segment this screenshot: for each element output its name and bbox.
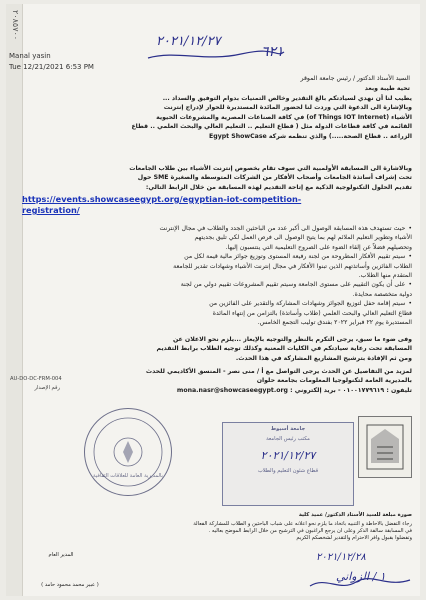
handwritten-signature: [306, 574, 416, 594]
handwritten-date-bottom: ٢٠٢١/١٢/٢٨: [316, 552, 366, 563]
para2-line: تقديم الحلول التكنولوجية الذكية مع إتاحة التقديم لهذه المسابقة من خلال الرابط التالي:: [145, 183, 412, 191]
bullet-line: المستديرة يوم ٢٢ فبراير ٢٠٢٢ بفندق توليب التجمع الخامس.: [257, 319, 412, 327]
stamp-office-line2: مكتب رئيس الجامعة: [266, 436, 310, 442]
handwritten-ref-top: ٦٢١: [261, 44, 284, 60]
para4-line: بالمديرية العامة لتكنولوجيا المعلومات بجامعة حلوان: [256, 377, 412, 385]
bullet-line: الطلاب الفائزين وأساتذتهم الذين تبنوا الأفكار في مجال إنترنت الأشياء وشهادات تقدير للجامعة: [173, 262, 412, 270]
letter-paragraph-2: [20, 164, 412, 192]
para4-line: تليفون : ٠١٠٠١٧٧٩٦١٩ - بريد إلكتروني : mona.nasr@showcaseegypt.org: [176, 386, 412, 394]
copy-body: [46, 521, 412, 542]
handwritten-scribble: [146, 46, 286, 66]
para3-line: ومن ثم الإفادة بترشيح المشاريع المشاركة في هذا الحدث.: [235, 354, 412, 362]
bullet-line: دولية متخصصة محايدة.: [352, 290, 412, 298]
letter-greeting: تحية طيبة وبعد: [364, 85, 410, 92]
registration-link-continued[interactable]: registration/: [22, 205, 80, 215]
email-timestamp: Tue 12/21/2021 6:53 PM: [9, 63, 94, 71]
stamp-date: ٢٠٢١/١٢/٢٧: [260, 449, 316, 462]
bullet-line: الأشياء وتطوير التعليم الملائم لهم بما يتيح الوصول الى فرص العمل لكي تليق بجديتهم: [194, 234, 412, 242]
seal-text: بالمديرية العامة للعلاقات الثقافية: [93, 473, 163, 479]
form-code-label: رقم الإصدار: [34, 385, 60, 391]
para2-line: تحت إشراف أساتذة الجامعات وأصحاب الأفكار من الشركات المتوسطة والصغيرة SME حول: [137, 174, 412, 182]
bullet-line: • سيتم إقامة حفل لتوزيع الجوائز وشهادات المشاركة والتقدير على الفائزين من: [20, 299, 412, 308]
bullet-line: وتحصيلهم فضلاً عن إلقاء الضوء على الصروح التعليمية التي ينتسبون إليها.: [225, 243, 412, 251]
handwritten-date-top: ٢٠٢١/١٢/٢٧: [156, 34, 221, 49]
para3-line: وفى ضوء ما سبق، يرجى التكرم بالنظر والتوجيه بالإيعاز ...يلزم نحو الاعلان عن: [172, 336, 412, 343]
received-stamp: [222, 422, 354, 506]
bullet-line: • حيث تستهدف هذه المسابقة الوصول الى أكبر عدد من الباحثين الجدد والطلاب في مجال الإنترنت: [20, 224, 412, 233]
copy-to-line: صورة مبلغة للسيد الأستاذ الدكتور/ عميد كلية: [298, 512, 412, 518]
letter-paragraph-1: [20, 94, 412, 141]
stamp-sector: قطاع شئون التعليم والطلاب: [257, 468, 319, 474]
copy-body-line: وتفضلوا بقبول وافر الاحترام والتقدير لشخصكم الكريم: [296, 535, 412, 541]
bullet-line: المتقدم منها الطلاب.: [358, 272, 412, 280]
university-emblem-icon: [359, 417, 411, 477]
para1-line: القائمة في كافة قطاعات الدولة مثل ( قطاع التعليم .. التعليم العالي والبحث العلمي .. قطاع: [131, 123, 412, 131]
email-sender: Manal yasin: [9, 52, 51, 60]
para4-line: لمزيد من التفاصيل عن الحدث يرجى التواصل مع أ / منى نصر - المنسق الأكاديمي للحدث: [145, 368, 412, 375]
letter-paragraph-3: [20, 335, 412, 363]
circular-seal: [84, 408, 172, 496]
bullet-line: • على أن يكون التقييم على مستوى الجامعة وسيتم تقييم المشروعات تقييم دولي من لجنة: [20, 280, 412, 289]
strip-number: ٢٠٨٥٧٠٠: [11, 10, 20, 41]
bullet-list: [20, 224, 412, 327]
form-code: AU-DO-DC-FRM-004: [10, 376, 62, 382]
para2-line: وبالاشارة الى المسابقة الأولمبية التي سوف تقام بخصوص إنترنت الأشياء بين طلاب الجامعات: [129, 165, 412, 172]
bullet-line: • سيتم تقييم الأفكار المطروحة من لجنة رفيعة المستوى وتوزيع جوائز مالية قيمة لكل من: [20, 252, 412, 261]
letter-addressee: السيد الأستاذ الدكتور / رئيس جامعة الموقر: [300, 75, 410, 82]
scanned-letter-page: [6, 4, 420, 596]
registration-link[interactable]: https://events.showcaseegypt.org/egyptian-iot-competition-: [22, 194, 302, 204]
letter-paragraph-4: [20, 367, 412, 395]
director-label: المدير العام: [48, 552, 74, 558]
university-logo: [358, 416, 412, 478]
para1-line: يطيب لنا أن نهدي لسيادتكم بالغ التقدير وخالص التمنيات بدوام التوفيق والسداد ...: [162, 95, 412, 102]
para1-line: الزراعة .. قطاع الصحة.....) والذي تنظمه شركة Egypt ShowCase: [209, 132, 412, 140]
para3-line: المسابقة تحت رعاية سيادتكم في الكليات المعنية وكذلك توجيه الطلاب برابط التقديم: [156, 345, 412, 353]
stamp-office: جامعة أسيوط: [270, 426, 306, 432]
copy-body-line: في المسابقة سالفة الذكر وعلى ان يرجع الراغبون في الترشيح من خلال الرابط الموضح بعاليه .: [208, 528, 412, 534]
seal-emblem-icon: [85, 409, 171, 495]
para1-line: وبالإشارة الى الدعوة التي وردت لنا لحضور المائدة المستديرة للحوار لإدراج إنترنت: [163, 104, 412, 112]
handwritten-note-bottom: ١ / الزواني: [336, 570, 386, 583]
copy-body-line: رجاء التفضل بالاحاطة و التنبيه باتخاذ ما يلزم نحو اعلانه على شباب الباحثين و الطلاب للمشاركة الفعالة: [193, 521, 412, 527]
bullet-line: قطاع التعليم العالي والبحث العلمي (طلاب وأساتذة) بالتزامن من إنتهاء المائدة: [212, 309, 412, 317]
para1-line: الأشياء (of Things IOT Internet) في كافة الصناعات المصرية والمشروعات الحيوية: [156, 113, 412, 121]
director-name: ( عبير محمد محمود حامد ): [41, 582, 99, 588]
